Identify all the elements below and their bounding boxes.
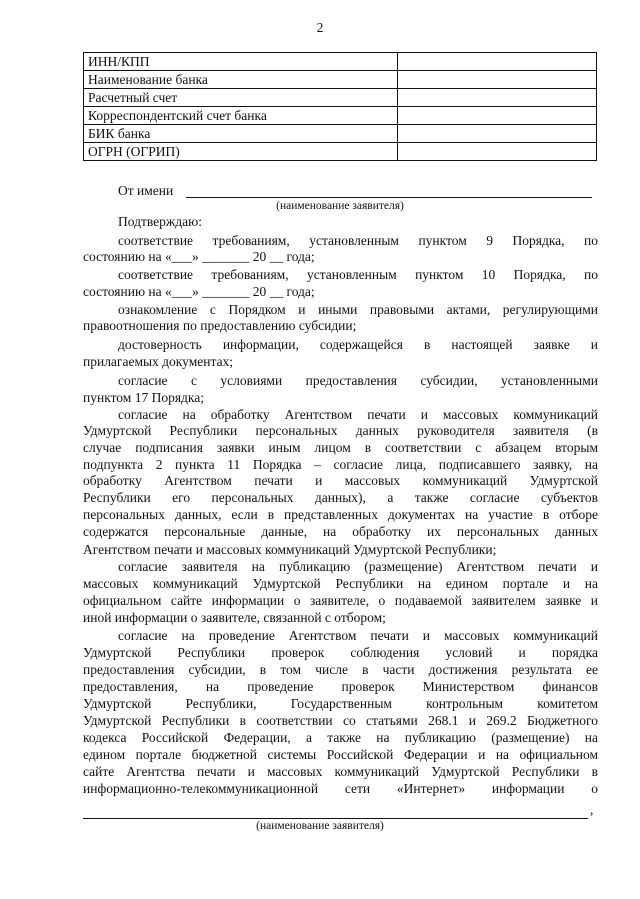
text-line: предоставления субсидии, в том числе в части достижения результата ее [83, 662, 598, 677]
requisites-row [84, 53, 597, 71]
text-line: сайте Агентства печати и массовых коммуникаций Удмуртской Республики в [83, 764, 598, 779]
text-line: достоверность информации, содержащейся в настоящей заявке и [118, 337, 598, 352]
text-line: соответствие требованиям, установленным пунктом 10 Порядка, по [118, 267, 598, 282]
text-line: подпункта 2 пункта 11 Порядка – согласие лица, подписавшего заявку, на [83, 457, 598, 472]
text-line: согласие с условиями предоставления субсидии, установленными [118, 373, 598, 388]
text-line: состоянию на «___» _______ 20 __ года; [83, 284, 315, 299]
text-line: правоотношения по предоставлению субсидии; [83, 318, 357, 333]
requisites-label: Расчетный счет [84, 89, 398, 107]
requisites-value [398, 125, 597, 143]
text-line: персональных данных, если в представленных документах на участие в отборе [83, 507, 598, 522]
text-line: согласие на обработку Агентством печати и массовых коммуникаций [118, 407, 598, 422]
footer-underline [83, 818, 588, 819]
requisites-row [84, 125, 597, 143]
text-line: едином портале бюджетной системы Российской Федерации и на официальном [83, 747, 598, 762]
text-line: Подтверждаю: [118, 214, 202, 229]
requisites-label: Наименование банка [84, 71, 398, 89]
page-number: 2 [316, 20, 324, 35]
text-line: официальном сайте информации о заявителе, о подаваемой заявителем заявке и [83, 593, 598, 608]
text-line: соответствие требованиям, установленным пунктом 9 Порядка, по [118, 233, 598, 248]
requisites-value [398, 143, 597, 161]
text-line: информационно-телекоммуникационной сети «Интернет» информации о [83, 781, 598, 796]
requisites-value [398, 107, 597, 125]
text-line: Удмуртской Республики проверок соблюдения условий и порядка [83, 645, 598, 660]
text-line: предоставления, на проведение проверок Министерством финансов [83, 679, 598, 694]
footer-comma: , [590, 802, 594, 817]
text-line: состоянию на «___» _______ 20 __ года; [83, 249, 315, 264]
requisites-value [398, 89, 597, 107]
requisites-table-body [84, 53, 597, 161]
requisites-row [84, 89, 597, 107]
text-line: Агентством печати и массовых коммуникаций Удмуртской Республики; [83, 542, 497, 557]
footer-caption: (наименование заявителя) [256, 820, 384, 832]
text-line: Удмуртской Республики в соответствии со статьями 268.1 и 269.2 Бюджетного [83, 713, 598, 728]
text-line: ознакомление с Порядком и иными правовыми актами, регулирующими [118, 302, 598, 317]
text-line: содержатся персональные данные, на обработку их персональных данных [83, 524, 598, 539]
on-behalf-label: От имени [118, 183, 174, 198]
requisites-value [398, 53, 597, 71]
requisites-label: БИК банка [84, 125, 398, 143]
text-line: обработку Агентством печати и массовых коммуникаций Удмуртской [83, 473, 598, 488]
text-line: согласие на проведение Агентством печати и массовых коммуникаций [118, 628, 598, 643]
text-line: прилагаемых документах; [83, 354, 234, 369]
text-line: Республики его персональных данных), а также согласие субъектов [83, 490, 598, 505]
requisites-label: Корреспондентский счет банка [84, 107, 398, 125]
text-line: массовых коммуникаций Удмуртской Республики на едином портале и на [83, 576, 598, 591]
text-line: иной информации о заявителе, связанной с отбором; [83, 610, 386, 625]
requisites-row [84, 143, 597, 161]
requisites-table [83, 52, 597, 161]
requisites-label: ИНН/КПП [84, 53, 398, 71]
text-line: согласие заявителя на публикацию (размещение) Агентством печати и [118, 559, 598, 574]
requisites-label: ОГРН (ОГРИП) [84, 143, 398, 161]
text-line: Удмуртской Республики, Государственным контрольным комитетом [83, 696, 598, 711]
text-line: кодекса Российской Федерации, а также на публикацию (размещение) на [83, 730, 598, 745]
requisites-value [398, 71, 597, 89]
text-line: случае подписания заявки иным лицом в соответствии с абзацем вторым [83, 440, 598, 455]
text-line: пунктом 17 Порядка; [83, 390, 205, 405]
applicant-name-underline [186, 197, 592, 198]
text-line: Удмуртской Республики персональных данных руководителя заявителя (в [83, 423, 598, 438]
requisites-row [84, 107, 597, 125]
requisites-row [84, 71, 597, 89]
applicant-caption: (наименование заявителя) [276, 200, 404, 212]
